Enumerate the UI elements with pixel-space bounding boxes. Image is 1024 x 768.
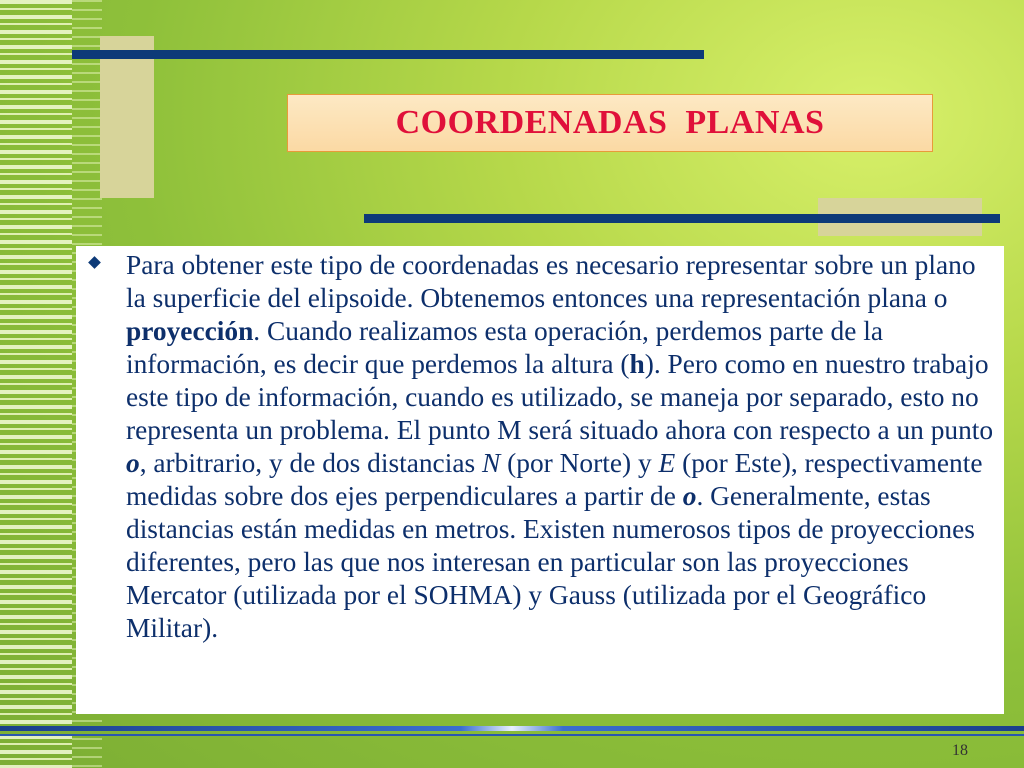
bold-italic-o: o [682, 481, 697, 511]
bold-term-h: h [629, 349, 645, 379]
text-segment: ). Pero como en nuestro trabajo este tipo de información, cuando es utilizado, se maneja por separado, esto no representa un problema. El punto M será situado ahora con respecto a un punto [126, 349, 994, 445]
text-segment: , arbitrario, y de dos distancias [139, 448, 482, 478]
italic-term-E: E [658, 448, 676, 478]
footer-line [0, 726, 1024, 731]
decorative-bar-top [72, 50, 704, 59]
italic-term-N: N [482, 448, 501, 478]
text-segment: Para obtener este tipo de coordenadas es necesario representar sobre un plano la superficie del elipsoide. Obtenemos entonces una representación plana o [126, 250, 976, 313]
page-number: 18 [952, 742, 968, 759]
bold-term-proyeccion: proyección [126, 316, 254, 346]
title-box [287, 94, 933, 152]
slide-title: COORDENADAS PLANAS [395, 104, 825, 141]
footer-line-thin [0, 734, 1024, 736]
body-paragraph [126, 249, 994, 645]
text-segment: . Cuando realizamos esta operación, perdemos parte de la información, es decir que perdemos la altura ( [126, 316, 884, 379]
decorative-bar-middle [364, 214, 1000, 223]
decorative-block-top-left [100, 36, 154, 198]
text-segment: (por Este), respectivamente medidas sobre dos ejes perpendiculares a partir de [126, 448, 983, 511]
bold-italic-o: o [126, 448, 140, 478]
text-segment: (por Norte) y [500, 448, 659, 478]
text-segment: . Generalmente, estas distancias están medidas en metros. Existen numerosos tipos de proyecciones diferentes, pero las que nos interesan en particular son las proyecciones Mercator (utilizada por el SOHMA) y Gauss (utilizada por el Geográfico Militar). [126, 481, 975, 643]
decorative-stripes-left [0, 0, 72, 768]
